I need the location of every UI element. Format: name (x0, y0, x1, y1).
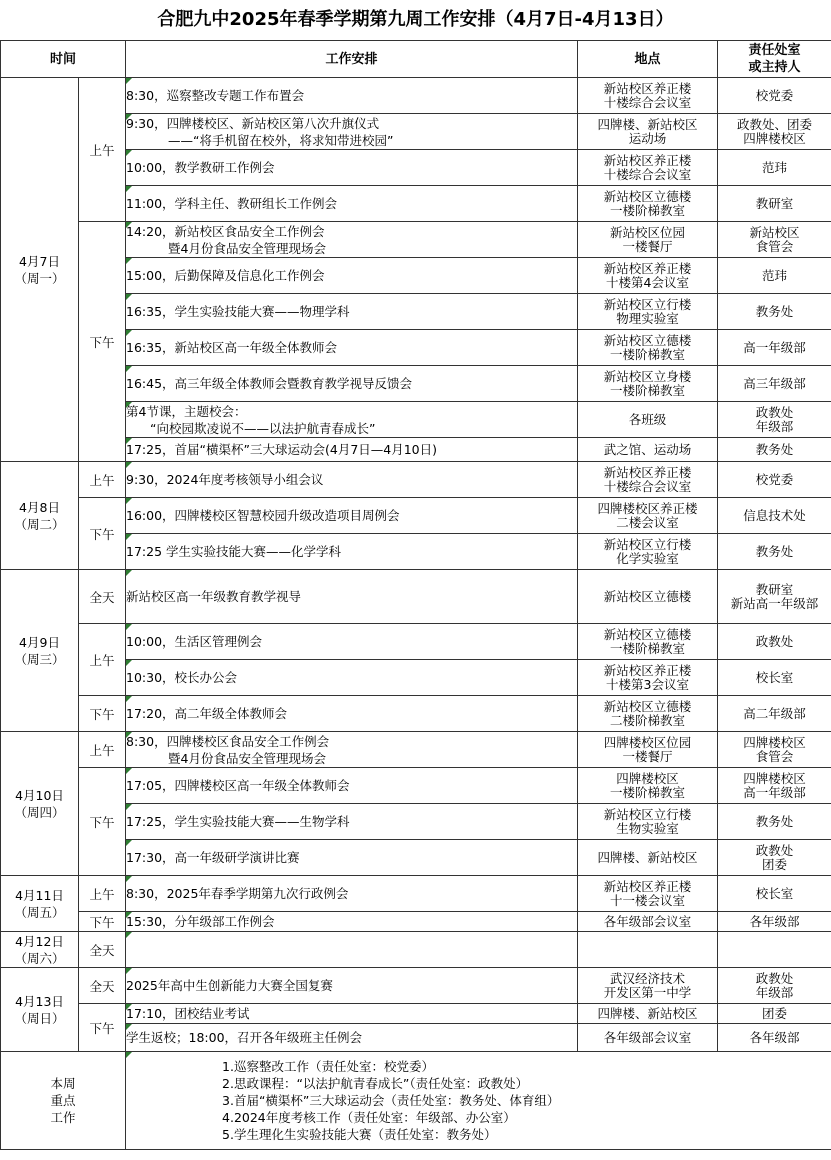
period-cell: 上午 (79, 78, 126, 222)
responsible-cell: 高一年级部 (718, 330, 831, 366)
responsible-cell: 四牌楼校区 食管会 (718, 732, 831, 768)
location-cell: 新站校区立行楼 生物实验室 (578, 804, 718, 840)
responsible-cell: 政教处 (718, 624, 831, 660)
task-cell: 16:35，学生实验技能大赛——物理学科 (126, 294, 578, 330)
key-points-list (126, 1052, 831, 1150)
task-cell: 10:00，生活区管理例会 (126, 624, 578, 660)
schedule-row (1, 840, 831, 876)
location-cell: 新站校区立德楼 (578, 570, 718, 624)
responsible-cell: 政教处 团委 (718, 840, 831, 876)
location-cell: 新站校区养正楼 十楼综合会议室 (578, 78, 718, 114)
responsible-cell: 校长室 (718, 876, 831, 912)
responsible-cell: 教务处 (718, 438, 831, 462)
schedule-row (1, 438, 831, 462)
schedule-row (1, 932, 831, 968)
day-cell: 4月10日 （周四） (1, 732, 79, 876)
location-cell: 各班级 (578, 402, 718, 438)
task-cell: 17:25 学生实验技能大赛——化学学科 (126, 534, 578, 570)
responsible-cell: 教务处 (718, 804, 831, 840)
location-cell: 新站校区养正楼 十一楼会议室 (578, 876, 718, 912)
task-cell: 15:30，分年级部工作例会 (126, 912, 578, 932)
responsible-cell: 信息技术处 (718, 498, 831, 534)
location-cell: 新站校区立德楼 一楼阶梯教室 (578, 186, 718, 222)
task-cell: 2025年高中生创新能力大赛全国复赛 (126, 968, 578, 1004)
responsible-cell: 校长室 (718, 660, 831, 696)
day-cell: 4月12日 （周六） (1, 932, 79, 968)
location-cell: 各年级部会议室 (578, 1024, 718, 1052)
schedule-row (1, 696, 831, 732)
responsible-cell: 教务处 (718, 294, 831, 330)
location-cell: 新站校区立身楼 一楼阶梯教室 (578, 366, 718, 402)
schedule-row (1, 366, 831, 402)
responsible-cell: 高二年级部 (718, 696, 831, 732)
task-cell: 10:00，教学教研工作例会 (126, 150, 578, 186)
schedule-table (0, 40, 831, 1150)
day-cell: 4月8日 （周二） (1, 462, 79, 570)
location-cell: 新站校区养正楼 十楼第3会议室 (578, 660, 718, 696)
schedule-row (1, 732, 831, 768)
schedule-row (1, 804, 831, 840)
key-point-item: 5.学生理化生实验技能大赛（责任处室：教务处） (222, 1127, 497, 1142)
page-title: 合肥九中2025年春季学期第九周工作安排（4月7日-4月13日） (157, 9, 674, 30)
responsible-cell: 教研室 新站高一年级部 (718, 570, 831, 624)
location-cell: 新站校区养正楼 十楼综合会议室 (578, 150, 718, 186)
schedule-row (1, 258, 831, 294)
day-cell: 4月11日 （周五） (1, 876, 79, 932)
responsible-cell: 团委 (718, 1004, 831, 1024)
period-cell: 上午 (79, 876, 126, 912)
responsible-cell: 政教处 年级部 (718, 402, 831, 438)
header-time: 时间 (1, 41, 126, 78)
task-cell: 16:00，四牌楼校区智慧校园升级改造项目周例会 (126, 498, 578, 534)
day-cell: 4月9日 （周三） (1, 570, 79, 732)
location-cell: 四牌楼校区位园 一楼餐厅 (578, 732, 718, 768)
schedule-row (1, 912, 831, 932)
task-cell: 17:10，团校结业考试 (126, 1004, 578, 1024)
responsible-cell: 各年级部 (718, 912, 831, 932)
task-cell: 17:05，四牌楼校区高一年级全体教师会 (126, 768, 578, 804)
responsible-cell: 校党委 (718, 462, 831, 498)
period-cell: 全天 (79, 570, 126, 624)
period-cell: 全天 (79, 968, 126, 1004)
location-cell: 武之馆、运动场 (578, 438, 718, 462)
schedule-row (1, 186, 831, 222)
period-cell: 下午 (79, 222, 126, 462)
task-cell: 第4节课，主题校会： “向校园欺凌说不——以法护航青春成长” (126, 402, 578, 438)
task-cell: 17:25，首届“横渠杯”三大球运动会(4月7日—4月10日) (126, 438, 578, 462)
task-cell: 学生返校；18:00，召开各年级班主任例会 (126, 1024, 578, 1052)
period-cell: 下午 (79, 1004, 126, 1052)
schedule-row (1, 294, 831, 330)
location-cell: 新站校区立德楼 一楼阶梯教室 (578, 624, 718, 660)
schedule-row (1, 330, 831, 366)
period-cell: 下午 (79, 696, 126, 732)
location-cell: 四牌楼、新站校区 运动场 (578, 114, 718, 150)
task-cell: 17:30，高一年级研学演讲比赛 (126, 840, 578, 876)
key-points-label: 本周 重点 工作 (1, 1052, 126, 1150)
period-cell: 上午 (79, 732, 126, 768)
schedule-row (1, 498, 831, 534)
period-cell: 上午 (79, 462, 126, 498)
location-cell: 新站校区立行楼 化学实验室 (578, 534, 718, 570)
schedule-row (1, 768, 831, 804)
task-cell (126, 932, 578, 968)
responsible-cell (718, 932, 831, 968)
task-cell: 8:30，巡察整改专题工作布置会 (126, 78, 578, 114)
responsible-cell: 高三年级部 (718, 366, 831, 402)
location-cell: 新站校区立德楼 一楼阶梯教室 (578, 330, 718, 366)
header-task: 工作安排 (126, 41, 578, 78)
schedule-row (1, 462, 831, 498)
responsible-cell: 范玮 (718, 150, 831, 186)
schedule-row (1, 78, 831, 114)
task-cell: 16:35，新站校区高一年级全体教师会 (126, 330, 578, 366)
location-cell: 四牌楼、新站校区 (578, 840, 718, 876)
task-cell: 9:30，2024年度考核领导小组会议 (126, 462, 578, 498)
schedule-row (1, 1004, 831, 1024)
schedule-row (1, 1024, 831, 1052)
task-cell: 新站校区高一年级教育教学视导 (126, 570, 578, 624)
schedule-row (1, 968, 831, 1004)
schedule-row (1, 150, 831, 186)
location-cell: 四牌楼、新站校区 (578, 1004, 718, 1024)
schedule-row (1, 570, 831, 624)
schedule-row (1, 222, 831, 258)
responsible-cell: 各年级部 (718, 1024, 831, 1052)
responsible-cell: 教研室 (718, 186, 831, 222)
location-cell: 武汉经济技术 开发区第一中学 (578, 968, 718, 1004)
schedule-row (1, 624, 831, 660)
schedule-row (1, 660, 831, 696)
schedule-row (1, 114, 831, 150)
schedule-row (1, 402, 831, 438)
responsible-cell: 教务处 (718, 534, 831, 570)
task-cell: 14:20，新站校区食品安全工作例会 暨4月份食品安全管理现场会 (126, 222, 578, 258)
task-cell: 15:00，后勤保障及信息化工作例会 (126, 258, 578, 294)
key-points-row (1, 1052, 831, 1150)
location-cell: 新站校区立德楼 二楼阶梯教室 (578, 696, 718, 732)
location-cell: 新站校区养正楼 十楼第4会议室 (578, 258, 718, 294)
task-cell: 11:00，学科主任、教研组长工作例会 (126, 186, 578, 222)
location-cell (578, 932, 718, 968)
period-cell: 下午 (79, 768, 126, 876)
location-cell: 新站校区养正楼 十楼综合会议室 (578, 462, 718, 498)
schedule-row (1, 534, 831, 570)
key-point-item: 2.思政课程：“以法护航青春成长”（责任处室：政教处） (222, 1076, 529, 1091)
task-cell: 16:45，高三年级全体教师会暨教育教学视导反馈会 (126, 366, 578, 402)
header-location: 地点 (578, 41, 718, 78)
task-cell: 10:30，校长办公会 (126, 660, 578, 696)
responsible-cell: 政教处、团委 四牌楼校区 (718, 114, 831, 150)
responsible-cell: 新站校区 食管会 (718, 222, 831, 258)
task-cell: 9:30，四牌楼校区、新站校区第八次升旗仪式 ——“将手机留在校外，将求知带进校园” (126, 114, 578, 150)
location-cell: 新站校区立行楼 物理实验室 (578, 294, 718, 330)
period-cell: 下午 (79, 498, 126, 570)
responsible-cell: 范玮 (718, 258, 831, 294)
period-cell: 全天 (79, 932, 126, 968)
location-cell: 四牌楼校区 一楼阶梯教室 (578, 768, 718, 804)
task-cell: 17:20，高二年级全体教师会 (126, 696, 578, 732)
task-cell: 17:25，学生实验技能大赛——生物学科 (126, 804, 578, 840)
day-cell: 4月13日 （周日） (1, 968, 79, 1052)
schedule-row (1, 876, 831, 912)
period-cell: 下午 (79, 912, 126, 932)
header-responsible: 责任处室 或主持人 (718, 41, 831, 78)
location-cell: 四牌楼校区养正楼 二楼会议室 (578, 498, 718, 534)
location-cell: 各年级部会议室 (578, 912, 718, 932)
period-cell: 上午 (79, 624, 126, 696)
key-point-item: 3.首届“横渠杯”三大球运动会（责任处室：教务处、体育组） (222, 1093, 560, 1108)
responsible-cell: 四牌楼校区 高一年级部 (718, 768, 831, 804)
day-cell: 4月7日 （周一） (1, 78, 79, 462)
task-cell: 8:30，2025年春季学期第九次行政例会 (126, 876, 578, 912)
key-point-item: 1.巡察整改工作（责任处室：校党委） (222, 1059, 434, 1074)
location-cell: 新站校区位园 一楼餐厅 (578, 222, 718, 258)
key-point-item: 4.2024年度考核工作（责任处室：年级部、办公室） (222, 1110, 516, 1125)
responsible-cell: 校党委 (718, 78, 831, 114)
responsible-cell: 政教处 年级部 (718, 968, 831, 1004)
task-cell: 8:30，四牌楼校区食品安全工作例会 暨4月份食品安全管理现场会 (126, 732, 578, 768)
header-row (1, 41, 831, 78)
